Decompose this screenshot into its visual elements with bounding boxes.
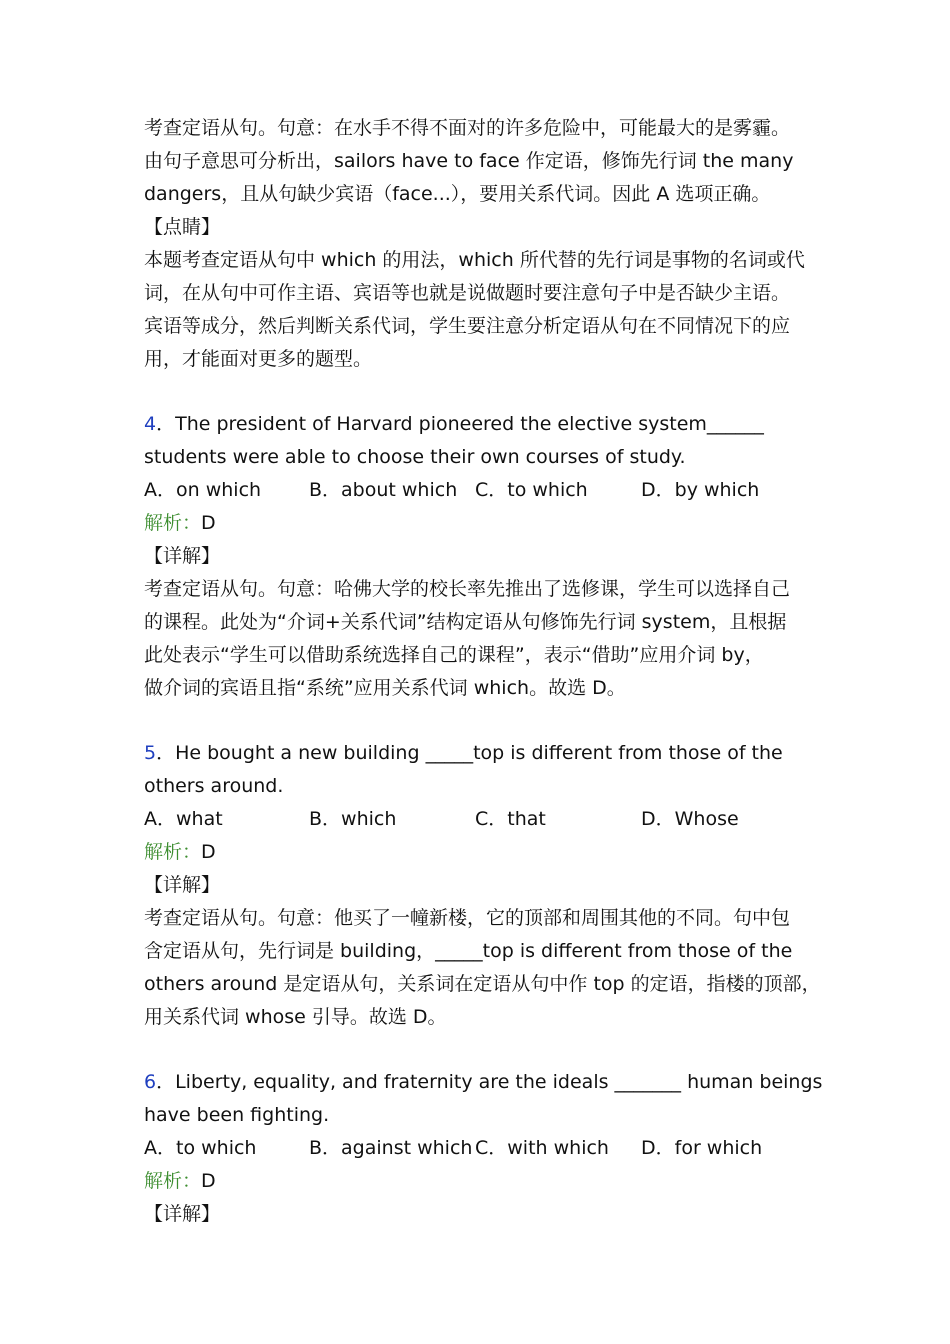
detail-heading: 【详解】 <box>144 545 221 567</box>
question-stem-cont: have been fighting. <box>144 1104 330 1126</box>
option-b: B．against which <box>309 1137 473 1159</box>
question-stem: 5．He bought a new building _____top is different from those of the <box>144 742 783 764</box>
q3-explanation <box>144 112 824 211</box>
answer-value: D <box>201 1170 216 1192</box>
option-b: B．which <box>309 808 397 830</box>
note-heading: 【点睛】 <box>144 216 221 238</box>
text-line: others around 是定语从句，关系词在定语从句中作 top 的定语，指楼的顶部， <box>144 973 821 995</box>
text-line: 含定语从句，先行词是 building，_____top is different from those of the <box>144 940 793 962</box>
option-a: A．to which <box>144 1137 257 1159</box>
option-row <box>144 474 824 507</box>
option-a: A．what <box>144 808 223 830</box>
question-5 <box>144 737 824 1034</box>
option-c: C．that <box>475 808 546 830</box>
answer-line <box>144 507 824 540</box>
text-line: 做介词的宾语且指“系统”应用关系代词 which。故选 D。 <box>144 677 626 699</box>
text-line: 用，才能面对更多的题型。 <box>144 348 373 370</box>
answer-line <box>144 836 824 869</box>
text-line: 用关系代词 whose 引导。故选 D。 <box>144 1006 447 1028</box>
option-d: D．by which <box>641 479 760 501</box>
question-number: 5 <box>144 742 157 764</box>
text-line: 的课程。此处为“介词+关系代词”结构定语从句修饰先行词 system，且根据 <box>144 611 787 633</box>
answer-label: 解析： <box>144 841 202 863</box>
option-d: D．Whose <box>641 808 739 830</box>
option-a: A．on which <box>144 479 262 501</box>
question-stem: 4．The president of Harvard pioneered the elective system______ <box>144 413 764 435</box>
text-line: 考查定语从句。句意：哈佛大学的校长率先推出了选修课，学生可以选择自己 <box>144 578 791 600</box>
option-d: D．for which <box>641 1137 763 1159</box>
question-stem-cont: students were able to choose their own courses of study. <box>144 446 686 468</box>
question-stem-cont: others around. <box>144 775 284 797</box>
answer-label: 解析： <box>144 512 202 534</box>
detail-heading: 【详解】 <box>144 1203 221 1225</box>
question-6 <box>144 1066 824 1231</box>
document-content <box>144 112 824 1231</box>
text-line: 由句子意思可分析出，sailors have to face 作定语，修饰先行词 the many <box>144 150 794 172</box>
answer-line <box>144 1165 824 1198</box>
text-line: 考查定语从句。句意：他买了一幢新楼，它的顶部和周围其他的不同。句中包 <box>144 907 791 929</box>
text-line: 本题考查定语从句中 which 的用法，which 所代替的先行词是事物的名词或代 <box>144 249 805 271</box>
option-row <box>144 803 824 836</box>
text-line: 此处表示“学生可以借助系统选择自己的课程”，表示“借助”应用介词 by， <box>144 644 764 666</box>
question-stem: 6．Liberty, equality, and fraternity are the ideals _______ human beings <box>144 1071 823 1093</box>
answer-value: D <box>201 841 216 863</box>
text-line: 考查定语从句。句意：在水手不得不面对的许多危险中，可能最大的是雾霾。 <box>144 117 791 139</box>
option-b: B．about which <box>309 479 458 501</box>
q3-note <box>144 244 824 376</box>
answer-value: D <box>201 512 216 534</box>
answer-label: 解析： <box>144 1170 202 1192</box>
text-line: 宾语等成分，然后判断关系代词，学生要注意分析定语从句在不同情况下的应 <box>144 315 791 337</box>
detail-heading: 【详解】 <box>144 874 221 896</box>
question-number: 6 <box>144 1071 157 1093</box>
text-line: dangers，且从句缺少宾语（face...），要用关系代词。因此 A 选项正确。 <box>144 183 771 205</box>
option-c: C．to which <box>475 479 588 501</box>
option-c: C．with which <box>475 1137 609 1159</box>
text-line: 词，在从句中可作主语、宾语等也就是说做题时要注意句子中是否缺少主语。 <box>144 282 791 304</box>
option-row <box>144 1132 824 1165</box>
question-4 <box>144 408 824 705</box>
question-number: 4 <box>144 413 157 435</box>
